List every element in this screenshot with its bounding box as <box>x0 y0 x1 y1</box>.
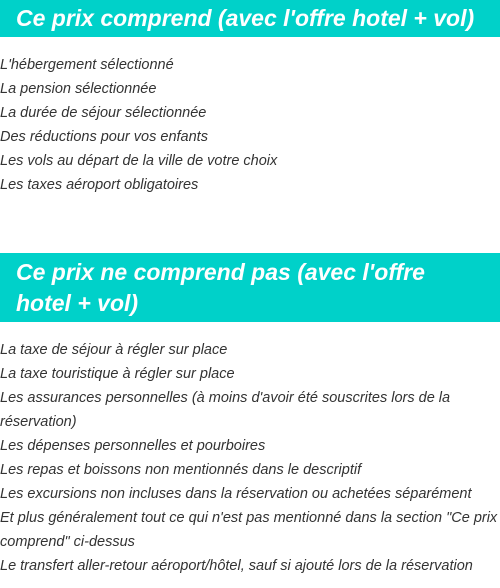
list-item: Les taxes aéroport obligatoires <box>0 177 199 193</box>
price-excludes-list <box>0 338 500 578</box>
list-item: Les vols au départ de la ville de votre choix <box>0 153 278 169</box>
list-item: La pension sélectionnée <box>0 81 157 97</box>
list-item: Les excursions non incluses dans la réservation ou achetées séparément <box>0 486 472 502</box>
price-excludes-heading: Ce prix ne comprend pas (avec l'offre hotel + vol) <box>0 253 500 322</box>
price-includes-list <box>0 53 500 197</box>
price-includes-heading: Ce prix comprend (avec l'offre hotel + vol) <box>0 0 500 37</box>
list-item: Et plus généralement tout ce qui n'est pas mentionné dans la section "Ce prix comprend" ci-dessus <box>0 510 498 550</box>
list-item: La durée de séjour sélectionnée <box>0 105 207 121</box>
list-item: Les dépenses personnelles et pourboires <box>0 438 266 454</box>
list-item: La taxe de séjour à régler sur place <box>0 342 228 358</box>
list-item: La taxe touristique à régler sur place <box>0 366 235 382</box>
list-item: L'hébergement sélectionné <box>0 57 174 73</box>
list-item: Le transfert aller-retour aéroport/hôtel, sauf si ajouté lors de la réservation <box>0 558 473 574</box>
list-item: Des réductions pour vos enfants <box>0 129 208 145</box>
price-excludes-section <box>0 253 500 578</box>
list-item: Les repas et boissons non mentionnés dans le descriptif <box>0 462 362 478</box>
price-includes-section <box>0 0 500 197</box>
list-item: Les assurances personnelles (à moins d'avoir été souscrites lors de la réservation) <box>0 390 451 430</box>
